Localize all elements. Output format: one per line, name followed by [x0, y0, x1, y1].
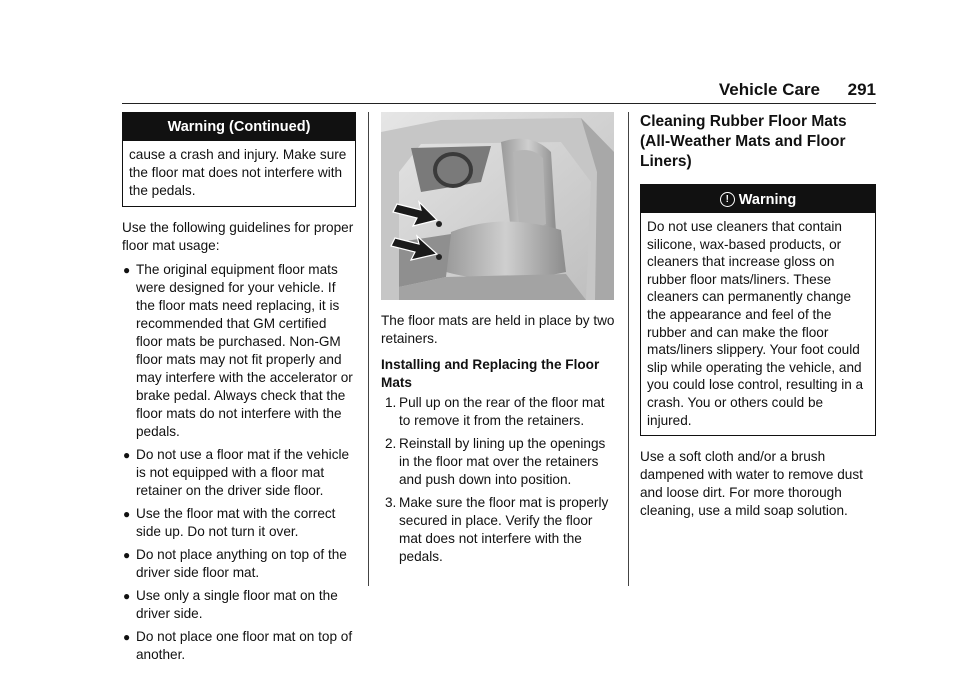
- installing-steps: [381, 394, 617, 566]
- floor-mat-retainer-photo: [381, 112, 614, 300]
- car-interior-illustration: [381, 112, 614, 300]
- warning-continued-text: cause a crash and injury. Make sure the floor mat does not interfere with the pedals.: [129, 147, 347, 198]
- page-number: 291: [847, 80, 876, 99]
- bullet-icon: ●: [123, 630, 131, 644]
- list-item: 1. Pull up on the rear of the floor mat to remove it from the retainers.: [385, 395, 605, 428]
- warning-title: Warning: [738, 192, 797, 208]
- warning-title-bar: [641, 185, 875, 213]
- bullet-icon: ●: [123, 548, 131, 562]
- list-item: 2. Reinstall by lining up the openings in the floor mat over the retainers and push down into position.: [385, 436, 606, 487]
- list-item: ● Do not use a floor mat if the vehicle is not equipped with a floor mat retainer on the driver side floor.: [123, 447, 350, 498]
- cleaning-heading: Cleaning Rubber Floor Mats (All-Weather Mats and Floor Liners): [640, 113, 847, 170]
- list-item: 3. Make sure the floor mat is properly secured in place. Verify the floor mat does not interfere with the pedals.: [385, 495, 609, 564]
- list-item: ● Do not place one floor mat on top of another.: [123, 629, 353, 662]
- guidelines-intro: Use the following guidelines for proper floor mat usage:: [122, 220, 354, 253]
- list-item: ● Use the floor mat with the correct side up. Do not turn it over.: [123, 506, 336, 539]
- header-rule: [122, 103, 876, 104]
- list-item: ● Use only a single floor mat on the driver side.: [123, 588, 338, 621]
- column-divider-right: [628, 112, 629, 586]
- column-2: [381, 112, 617, 571]
- column-3: [640, 112, 876, 520]
- bullet-icon: ●: [123, 589, 131, 603]
- column-divider-left: [368, 112, 369, 586]
- list-item: ● Do not place anything on top of the driver side floor mat.: [123, 547, 347, 580]
- warning-continued-box: [122, 112, 356, 207]
- warning-icon: !: [720, 192, 735, 207]
- guidelines-list: [122, 261, 356, 664]
- photo-caption: The floor mats are held in place by two retainers.: [381, 313, 615, 346]
- section-title: Vehicle Care: [718, 80, 820, 99]
- cleaning-paragraph: Use a soft cloth and/or a brush dampened with water to remove dust and loose dirt. For more thorough cleaning, use a mild soap solution.: [640, 449, 863, 519]
- warning-continued-title: Warning (Continued): [123, 113, 355, 141]
- bullet-icon: ●: [123, 448, 131, 462]
- installing-subheading: Installing and Replacing the Floor Mats: [381, 357, 600, 390]
- bullet-icon: ●: [123, 263, 131, 277]
- page-header: [122, 80, 876, 102]
- list-item: ● The original equipment floor mats were designed for your vehicle. If the floor mats need replacing, it is recommended that GM certified floor mats be purchased. Non-GM floor mats may not fit properly and may interfere with the accelerator or brake pedal. Always check that the floor mats do not interfere with the pedals.: [123, 262, 353, 439]
- warning-box: [640, 184, 876, 436]
- bullet-icon: ●: [123, 507, 131, 521]
- column-1: [122, 112, 356, 669]
- warning-text: Do not use cleaners that contain silicone, wax-based products, or cleaners that increase gloss on rubber floor mats/liners. These cleaners can permanently change the appearance and feel of the rubber and can make the floor mats/liners slippery. Your foot could slip while operating the vehicle, and you could lose control, resulting in a crash. You or others could be injured.: [647, 219, 864, 428]
